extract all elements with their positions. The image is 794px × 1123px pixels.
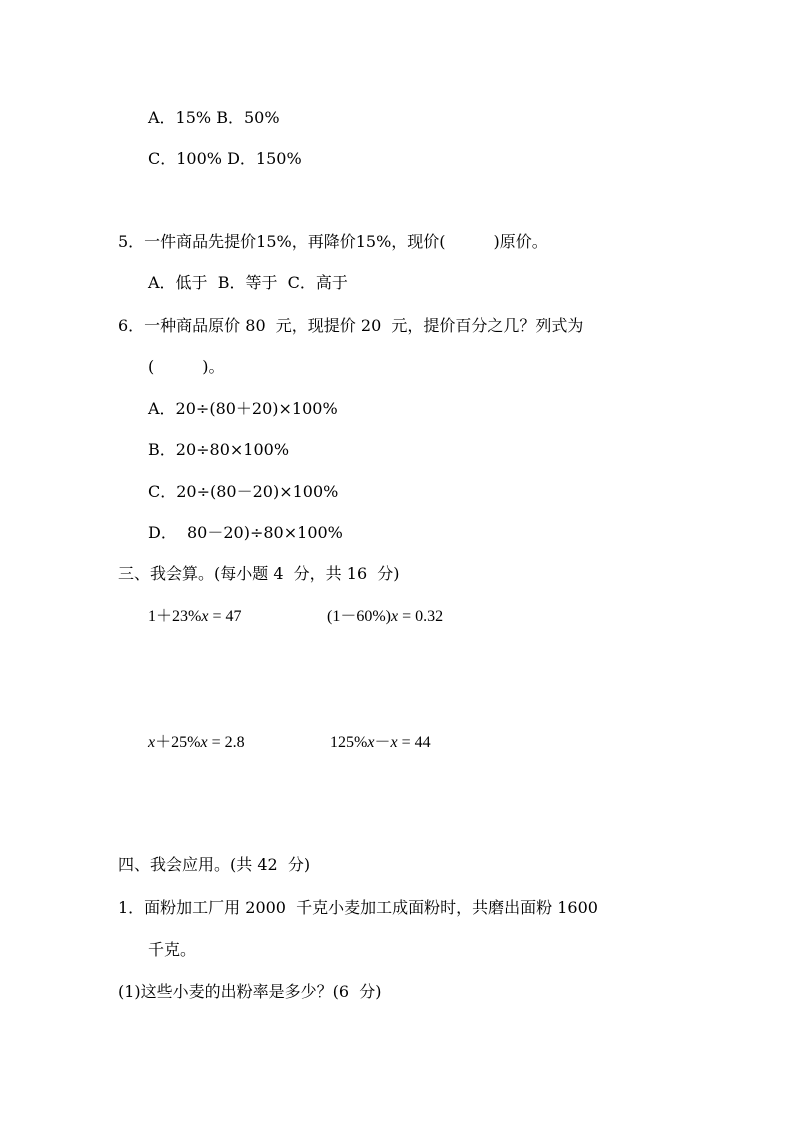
equation-4-variable-2: x bbox=[390, 734, 398, 751]
equation-3-variable-1: x bbox=[148, 734, 156, 751]
equation-1-variable: x bbox=[201, 608, 209, 625]
question-6-stem-line-1: 6．一种商品原价 80 元，现提价 20 元，提价百分之几？列式为 bbox=[118, 316, 584, 335]
equation-3-coefficient: ＋25% bbox=[155, 734, 201, 751]
question-5-options: A．低于 B．等于 C．高于 bbox=[148, 273, 348, 292]
equation-1 bbox=[148, 607, 241, 627]
equation-3-variable-2: x bbox=[200, 734, 208, 751]
equation-1-coefficient: 1＋23% bbox=[148, 608, 202, 625]
section-3-heading: 三、我会算。(每小题 4 分，共 16 分) bbox=[118, 564, 400, 583]
equation-4-result: = 44 bbox=[397, 734, 431, 751]
q4-option-line-2: C．100% D．150% bbox=[148, 149, 302, 168]
section-4-question-1-sub-1: (1)这些小麦的出粉率是多少？(6 分) bbox=[118, 982, 382, 1001]
equation-2 bbox=[327, 607, 443, 627]
section-4-question-1-line-1: 1．面粉加工厂用 2000 千克小麦加工成面粉时，共磨出面粉 1600 bbox=[118, 898, 598, 917]
question-6-option-a: A．20÷(80＋20)×100% bbox=[148, 399, 338, 418]
equation-4-operator: － bbox=[374, 734, 391, 751]
equation-3 bbox=[148, 733, 245, 753]
section-4-heading: 四、我会应用。(共 42 分) bbox=[118, 855, 311, 874]
equation-4-variable-1: x bbox=[367, 734, 375, 751]
equation-2-variable: x bbox=[391, 608, 399, 625]
equation-4-coefficient: 125% bbox=[330, 734, 368, 751]
equation-1-result: = 47 bbox=[208, 608, 242, 625]
question-6-option-b: B．20÷80×100% bbox=[148, 440, 290, 459]
equation-2-coefficient: (1－60%) bbox=[327, 608, 391, 625]
q4-option-line-1: A．15% B．50% bbox=[148, 108, 280, 127]
equation-2-result: = 0.32 bbox=[398, 608, 444, 625]
question-5-stem: 5．一件商品先提价15%，再降价15%，现价( )原价。 bbox=[118, 232, 548, 251]
question-6-option-c: C．20÷(80－20)×100% bbox=[148, 482, 339, 501]
question-6-stem-line-2: ( )。 bbox=[148, 357, 225, 376]
question-6-option-d: D． 80－20)÷80×100% bbox=[148, 523, 343, 542]
section-4-question-1-line-2: 千克。 bbox=[148, 940, 197, 959]
equation-4 bbox=[330, 733, 431, 753]
equation-3-result: = 2.8 bbox=[207, 734, 245, 751]
